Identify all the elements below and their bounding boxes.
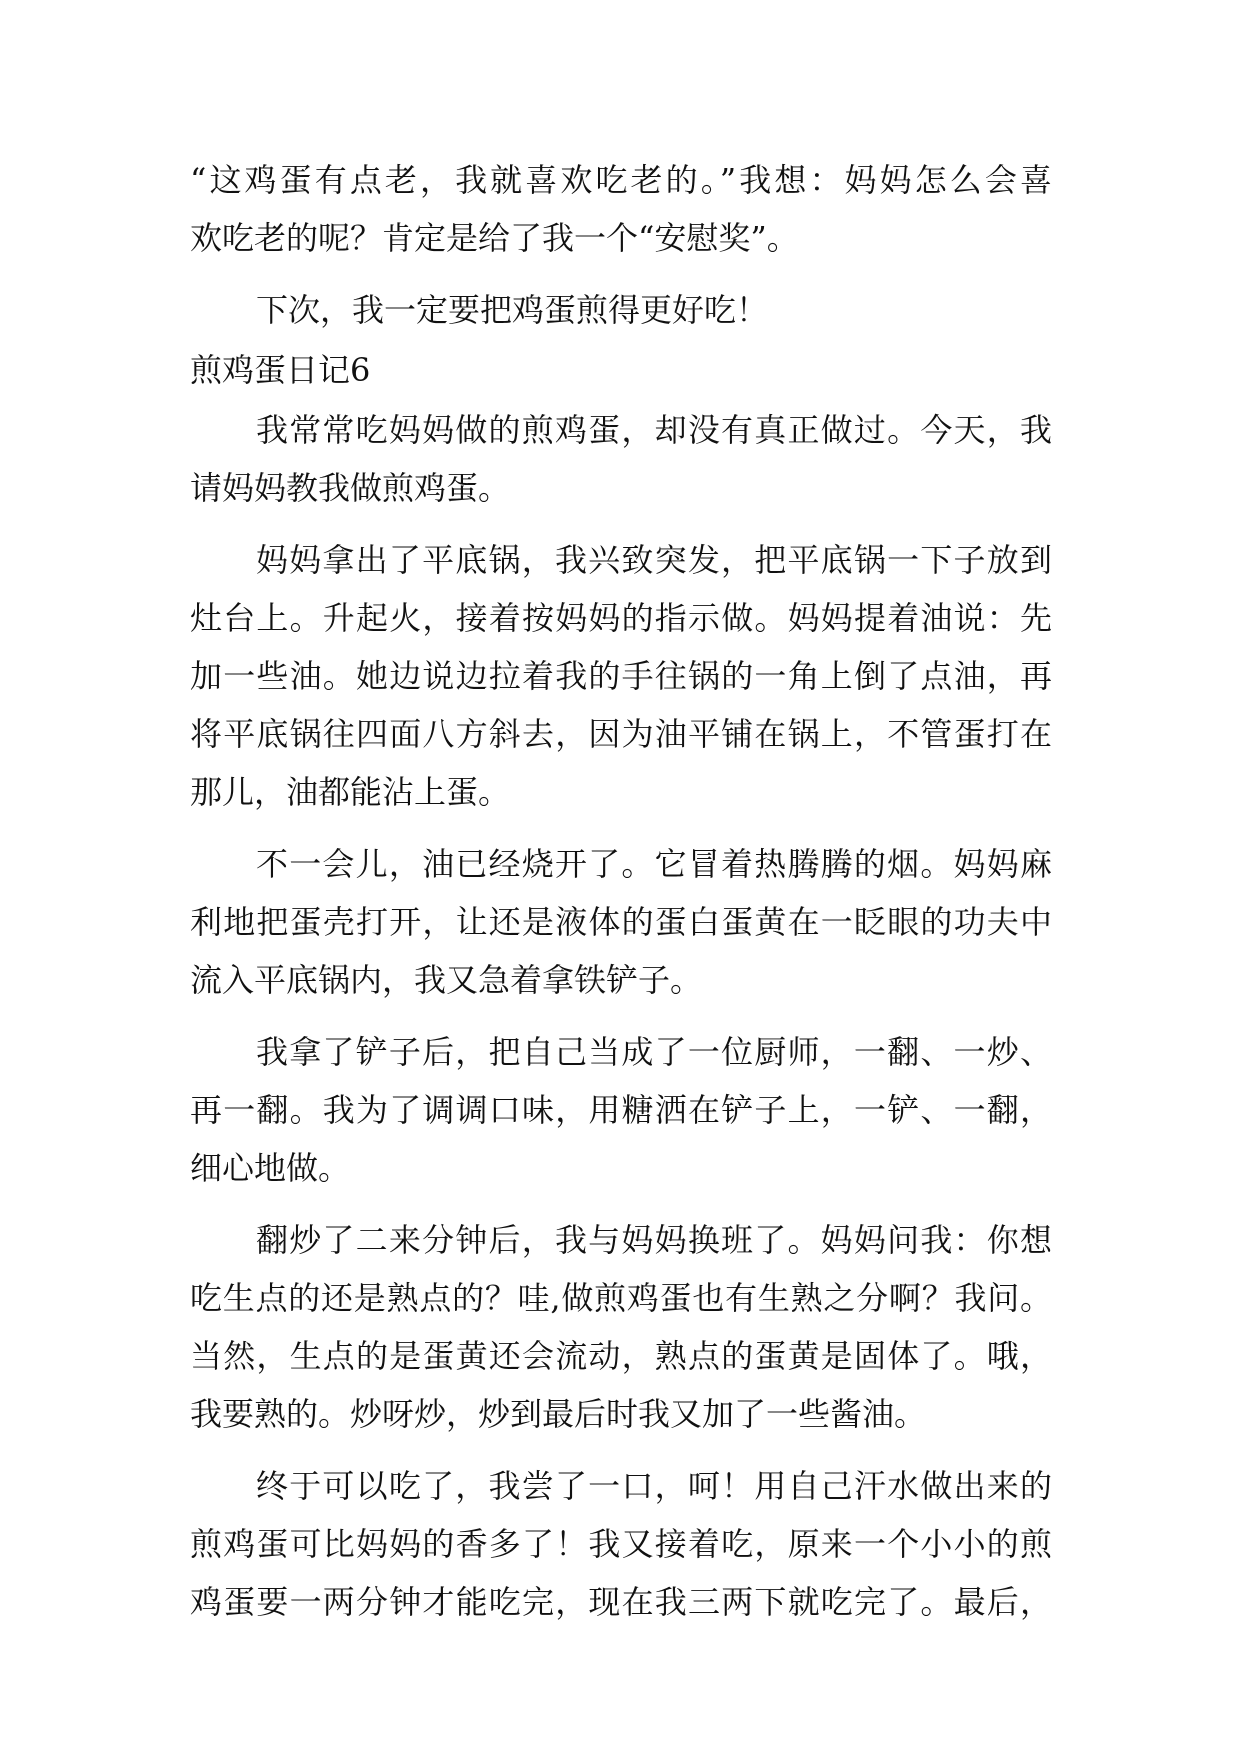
text-line-9: 加一些油。她边说边拉着我的手往锅的一角上倒了点油，再 [190, 657, 1052, 695]
text-line-22: 终于可以吃了，我尝了一口，呵！用自己汗水做出来的 [256, 1467, 1052, 1505]
text-line-20: 当然，生点的是蛋黄还会流动，熟点的蛋黄是固体了。哦， [190, 1337, 1052, 1375]
section-heading: 煎鸡蛋日记6 [190, 351, 371, 389]
text-line-19: 吃生点的还是熟点的？哇,做煎鸡蛋也有生熟之分啊？我问。 [190, 1279, 1052, 1317]
text-line-2: 欢吃老的呢？肯定是给了我一个“安慰奖”。 [190, 219, 799, 257]
text-line-3: 下次，我一定要把鸡蛋煎得更好吃！ [256, 291, 769, 329]
text-line-1: “这鸡蛋有点老，我就喜欢吃老的。”我想：妈妈怎么会喜 [190, 161, 1052, 199]
text-line-13: 利地把蛋壳打开，让还是液体的蛋白蛋黄在一眨眼的功夫中 [190, 903, 1052, 941]
text-line-12: 不一会儿，油已经烧开了。它冒着热腾腾的烟。妈妈麻 [256, 845, 1052, 883]
text-line-6: 请妈妈教我做煎鸡蛋。 [190, 469, 511, 507]
text-line-5: 我常常吃妈妈做的煎鸡蛋，却没有真正做过。今天，我 [256, 411, 1052, 449]
text-line-14: 流入平底锅内，我又急着拿铁铲子。 [190, 961, 703, 999]
text-line-24: 鸡蛋要一两分钟才能吃完，现在我三两下就吃完了。最后， [190, 1583, 1052, 1621]
text-line-23: 煎鸡蛋可比妈妈的香多了！我又接着吃，原来一个小小的煎 [190, 1525, 1052, 1563]
text-line-21: 我要熟的。炒呀炒，炒到最后时我又加了一些酱油。 [190, 1395, 927, 1433]
text-line-15: 我拿了铲子后，把自己当成了一位厨师，一翻、一炒、 [256, 1033, 1052, 1071]
text-line-7: 妈妈拿出了平底锅，我兴致突发，把平底锅一下子放到 [256, 541, 1052, 579]
text-line-16: 再一翻。我为了调调口味，用糖洒在铲子上，一铲、一翻， [190, 1091, 1052, 1129]
text-line-11: 那儿，油都能沾上蛋。 [190, 773, 511, 811]
text-line-18: 翻炒了二来分钟后，我与妈妈换班了。妈妈问我：你想 [256, 1221, 1052, 1259]
text-line-8: 灶台上。升起火，接着按妈妈的指示做。妈妈提着油说：先 [190, 599, 1052, 637]
text-line-10: 将平底锅往四面八方斜去，因为油平铺在锅上，不管蛋打在 [190, 715, 1052, 753]
text-line-17: 细心地做。 [190, 1149, 351, 1187]
